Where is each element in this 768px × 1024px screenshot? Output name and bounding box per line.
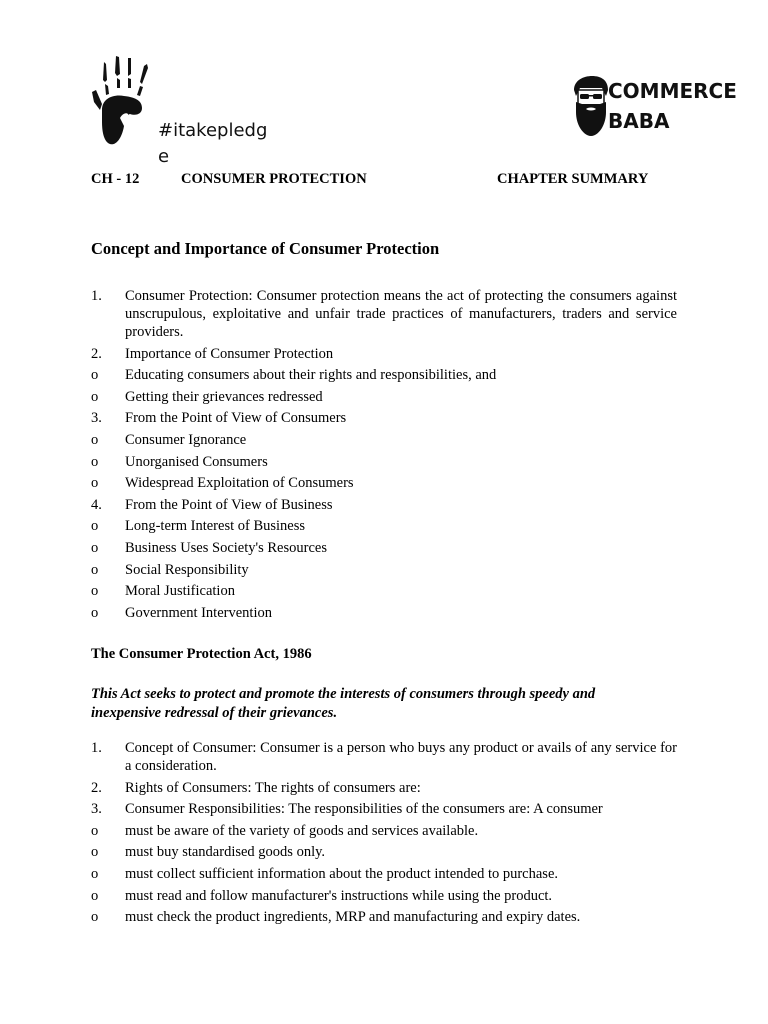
list-item: [91, 908, 677, 926]
hashtag-text: #itakepledge: [158, 120, 268, 167]
list-marker: o: [91, 388, 99, 405]
chapter-title: CONSUMER PROTECTION: [181, 171, 367, 187]
section-title-act: The Consumer Protection Act, 1986: [91, 646, 312, 662]
list-marker: o: [91, 887, 99, 904]
list-item: [91, 453, 677, 471]
list-marker: 4.: [91, 496, 102, 513]
list-item: [91, 779, 677, 797]
list-item: [91, 604, 677, 622]
list-item-text: Long-term Interest of Business: [125, 518, 306, 535]
list-item: [91, 409, 677, 427]
list-marker: 1.: [91, 288, 102, 304]
list-item-text: must check the product ingredients, MRP and manufacturing and expiry dates.: [125, 909, 581, 926]
list-item-text: Concept of Consumer: Consumer is a person who buys any product or avails of any service for a consideration.: [125, 740, 677, 774]
list-marker: o: [91, 475, 99, 492]
chapter-header: [91, 171, 691, 191]
list-item-text: must collect sufficient information about the product intended to purchase.: [125, 865, 559, 882]
list-item: [91, 517, 677, 535]
list-item: [91, 739, 677, 775]
list-item-text: Government Intervention: [125, 604, 272, 621]
list-item-text: From the Point of View of Business: [125, 496, 333, 513]
list-marker: o: [91, 865, 99, 882]
list-marker: o: [91, 604, 99, 621]
list-marker: 2.: [91, 345, 102, 362]
list-item-text: Importance of Consumer Protection: [125, 345, 334, 362]
list-marker: o: [91, 518, 99, 535]
list-item-text: From the Point of View of Consumers: [125, 410, 347, 427]
logo-line1: COMMERCE: [608, 79, 737, 103]
list-marker: o: [91, 367, 99, 384]
list-item: [91, 561, 677, 579]
list-marker: o: [91, 844, 99, 861]
list-marker: 1.: [91, 740, 102, 756]
list-item: [91, 865, 677, 883]
list-marker: o: [91, 561, 99, 578]
list-item-text: Educating consumers about their rights and responsibilities, and: [125, 367, 497, 384]
list-item: [91, 822, 677, 840]
list-item: [91, 287, 677, 341]
list-item-text: Business Uses Society's Resources: [125, 539, 327, 556]
list-marker: o: [91, 431, 99, 448]
list-item: [91, 431, 677, 449]
chapter-number: CH - 12: [91, 171, 140, 187]
list-marker: o: [91, 539, 99, 556]
list-item: [91, 582, 677, 600]
concept-list: [91, 287, 677, 625]
act-description: This Act seeks to protect and promote the interests of consumers through speedy and inexpensive redressal of their grievances.: [91, 686, 596, 721]
commerce-baba-logo: [568, 76, 768, 138]
list-item-text: Widespread Exploitation of Consumers: [125, 475, 354, 492]
list-item-text: Consumer Protection: Consumer protection means the act of protecting the consumers against unscrupulous, exploitative and unfair trade practices of manufacturers, traders and service providers.: [125, 288, 677, 340]
list-item-text: must buy standardised goods only.: [125, 844, 326, 861]
bearded-man-icon: [574, 76, 608, 136]
list-item-text: Unorganised Consumers: [125, 453, 268, 470]
list-marker: 2.: [91, 779, 102, 796]
list-item-text: Consumer Responsibilities: The responsibilities of the consumers are: A consumer: [125, 801, 603, 818]
logo-line2: BABA: [608, 109, 670, 133]
list-marker: o: [91, 583, 99, 600]
list-item-text: Moral Justification: [125, 583, 235, 600]
act-list: [91, 739, 677, 930]
list-item: [91, 388, 677, 406]
list-item-text: must read and follow manufacturer's instructions while using the product.: [125, 887, 553, 904]
list-marker: o: [91, 909, 99, 926]
list-item: [91, 800, 677, 818]
list-item-text: Rights of Consumers: The rights of consumers are:: [125, 779, 421, 796]
list-item-text: Social Responsibility: [125, 561, 249, 578]
list-item-text: Consumer Ignorance: [125, 431, 247, 448]
list-marker: 3.: [91, 801, 102, 818]
list-item: [91, 887, 677, 905]
list-item: [91, 366, 677, 384]
list-item: [91, 474, 677, 492]
list-item-text: Getting their grievances redressed: [125, 388, 323, 405]
section-title-concept: Concept and Importance of Consumer Protection: [91, 239, 440, 258]
list-item-text: must be aware of the variety of goods and services available.: [125, 822, 479, 839]
list-marker: 3.: [91, 410, 102, 427]
list-item: [91, 496, 677, 514]
list-item: [91, 843, 677, 861]
list-item: [91, 539, 677, 557]
chapter-summary-label: CHAPTER SUMMARY: [497, 171, 649, 187]
list-marker: o: [91, 453, 99, 470]
list-item: [91, 345, 677, 363]
list-marker: o: [91, 822, 99, 839]
